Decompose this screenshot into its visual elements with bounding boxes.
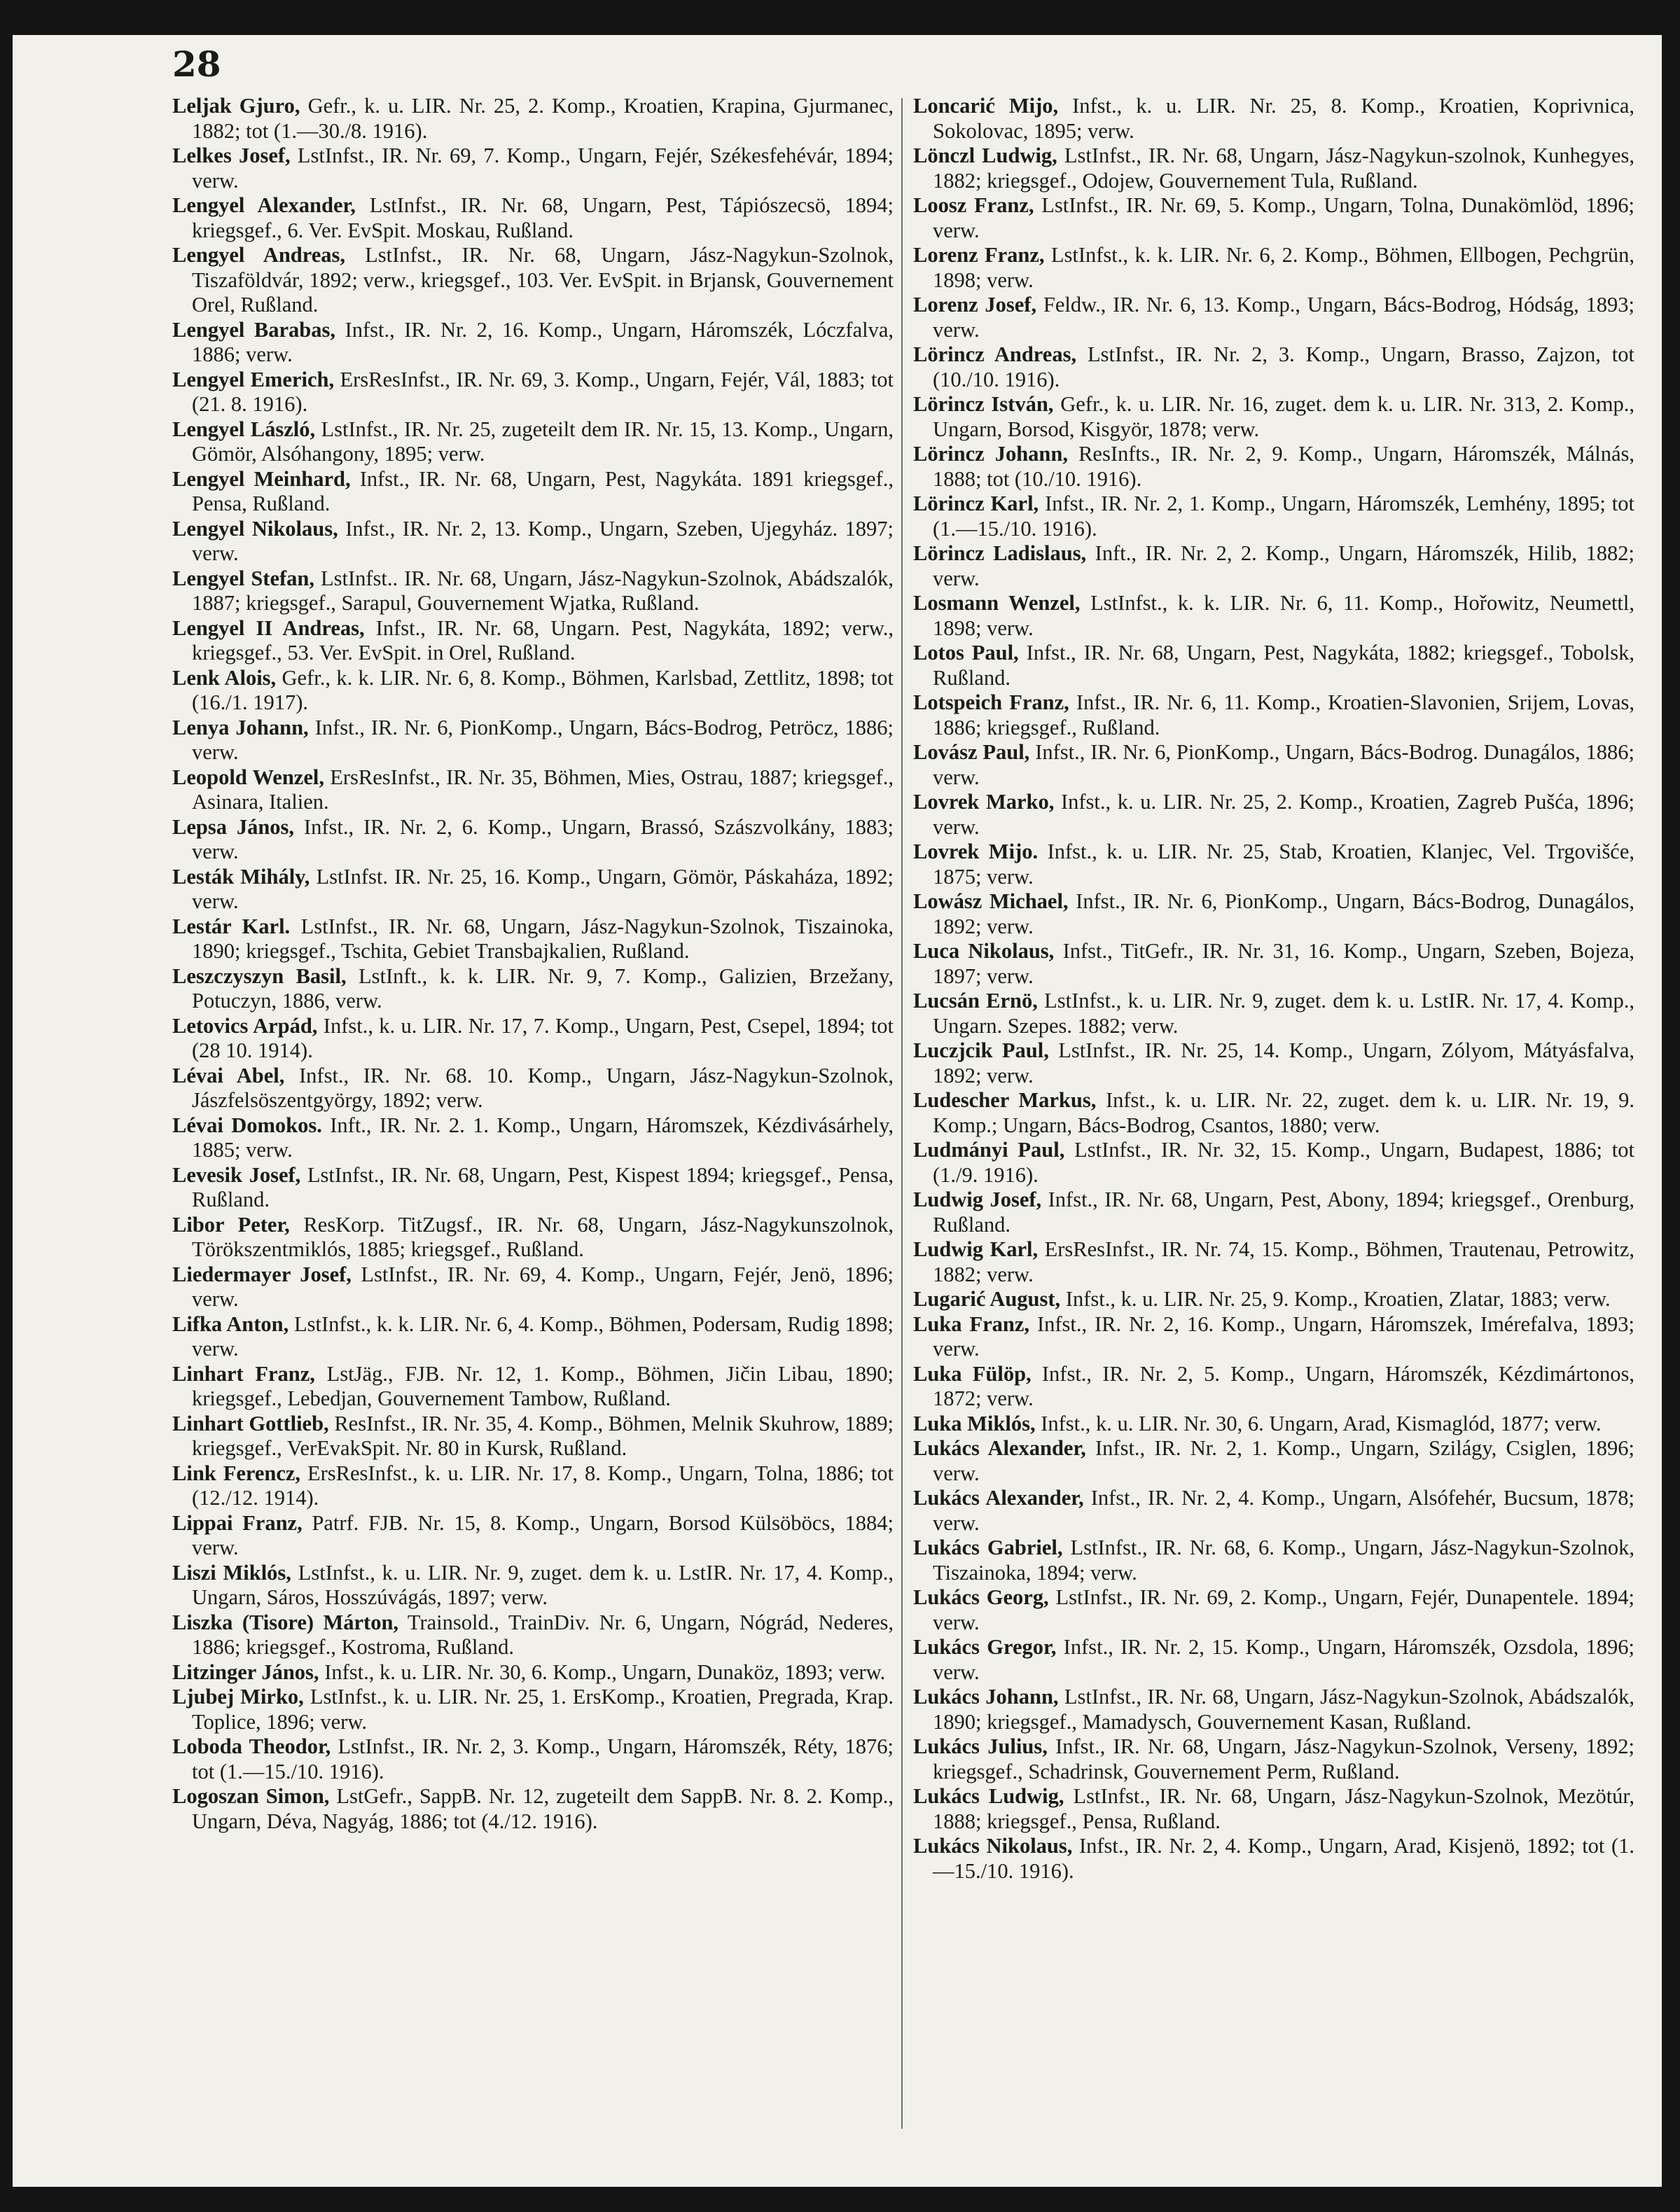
entry-details: Infst., IR. Nr. 2, 16. Komp., Ungarn, Háromszek, Imérefalva, 1893; verw. [933, 1312, 1635, 1361]
entry-details: Infst., IR. Nr. 2, 13. Komp., Ungarn, Szeben, Ujegyház. 1897; verw. [192, 516, 894, 565]
scan-border-bottom [0, 2187, 1680, 2212]
entry-details: ErsResInfst., IR. Nr. 74, 15. Komp., Böhmen, Trautenau, Petrowitz, 1882; verw. [933, 1237, 1635, 1286]
entry-name: Liszka (Tisore) Márton, [172, 1610, 399, 1634]
casualty-entry [172, 1784, 894, 1834]
entry-name: Lörincz István, [913, 392, 1054, 416]
entry-details: LstInft., k. k. LIR. Nr. 9, 7. Komp., Galizien, Brzežany, Potuczyn, 1886, verw. [192, 964, 894, 1013]
casualty-entry [913, 94, 1634, 144]
page-number: 28 [172, 43, 221, 85]
scan-border-top [0, 0, 1680, 35]
entry-details: Infst., IR. Nr. 2, 15. Komp., Ungarn, Háromszék, Ozsdola, 1896; verw. [933, 1635, 1634, 1684]
entry-details: Infst., IR. Nr. 2, 1. Komp., Ungarn, Szilágy, Csiglen, 1896; verw. [933, 1436, 1634, 1485]
entry-name: Ludmányi Paul, [913, 1138, 1065, 1162]
casualty-entry [913, 1312, 1634, 1362]
entry-name: Ludwig Karl, [913, 1237, 1039, 1261]
casualty-entry [913, 243, 1634, 293]
entry-details: Inft., IR. Nr. 2. 1. Komp., Ungarn, Háromszek, Kézdivásárhely, 1885; verw. [192, 1113, 894, 1162]
entry-name: Luca Nikolaus, [913, 939, 1055, 963]
casualty-entry [172, 1511, 894, 1561]
casualty-entry [172, 517, 894, 566]
entry-details: Infst., IR. Nr. 68, Ungarn, Jász-Nagykun-Szolnok, Verseny, 1892; kriegsgef., Schadrinsk, Gouvernement Perm, Rußland. [933, 1734, 1635, 1783]
entry-name: Luka Fülöp, [913, 1361, 1032, 1386]
entry-details: LstInfst., k. u. LIR. Nr. 9, zuget. dem k. u. LstIR. Nr. 17, 4. Komp., Ungarn. Szepes. 1882; verw. [933, 989, 1635, 1038]
casualty-entry [172, 1014, 894, 1064]
casualty-entry [913, 342, 1634, 392]
entry-name: Link Ferencz, [172, 1461, 301, 1485]
entry-details: Inft., IR. Nr. 2, 2. Komp., Ungarn, Háromszék, Hilib, 1882; verw. [933, 541, 1634, 590]
casualty-entry [913, 1734, 1634, 1784]
entry-name: Leljak Gjuro, [172, 94, 300, 118]
entry-name: Lotos Paul, [913, 641, 1019, 665]
casualty-entry [172, 1412, 894, 1461]
entry-name: Libor Peter, [172, 1212, 290, 1237]
casualty-entry [913, 144, 1634, 193]
entry-details: Infst., IR. Nr. 6, PionKomp., Ungarn, Bács-Bodrog, Petröcz, 1886; verw. [192, 715, 894, 764]
entry-name: Lenk Alois, [172, 665, 277, 690]
entry-name: Letovics Arpád, [172, 1013, 318, 1038]
entry-details: LstInfst., k. u. LIR. Nr. 9, zuget. dem k. u. LstIR. Nr. 17, 4. Komp., Ungarn, Sáros, Hosszúvágás, 1897; verw. [192, 1560, 894, 1609]
casualty-entry [172, 1734, 894, 1784]
casualty-entry [172, 318, 894, 368]
casualty-entry [172, 865, 894, 914]
entry-details: ResInfst., IR. Nr. 35, 4. Komp., Böhmen, Melnik Skuhrow, 1889; kriegsgef., VerEvakSpit. Nr. 80 in Kursk, Rußland. [192, 1411, 894, 1460]
casualty-entry [913, 1784, 1634, 1834]
entry-name: Levesik Josef, [172, 1162, 301, 1187]
entry-name: Lengyel Alexander, [172, 193, 356, 217]
entry-name: Lovrek Marko, [913, 790, 1055, 814]
entry-details: Infst., IR. Nr. 2, 1. Komp., Ungarn, Háromszék, Lemhény, 1895; tot (1.—15./10. 1916). [933, 492, 1634, 541]
entry-name: Lowász Michael, [913, 889, 1069, 913]
casualty-entry [172, 1312, 894, 1362]
entry-details: LstInfst., IR. Nr. 2, 3. Komp., Ungarn, Brasso, Zajzon, tot (10./10. 1916). [933, 342, 1634, 391]
entry-name: Liszi Miklós, [172, 1560, 291, 1585]
entry-details: Infst., IR. Nr. 68. 10. Komp., Ungarn, Jász-Nagykun-Szolnok, Jászfelsöszentgyörgy, 1892; verw. [192, 1063, 894, 1112]
casualty-entry [913, 740, 1634, 790]
entry-details: LstInfst., k. u. LIR. Nr. 25, 1. ErsKomp., Kroatien, Pregrada, Krap. Toplice, 1896; verw. [192, 1685, 894, 1734]
entry-details: Infst., IR. Nr. 6, PionKomp., Ungarn, Bács-Bodrog. Dunagálos, 1886; verw. [933, 740, 1635, 789]
entry-details: LstInfst., IR. Nr. 25, 14. Komp., Ungarn, Zólyom, Mátyásfalva, 1892; verw. [933, 1038, 1634, 1087]
entry-name: Logoszan Simon, [172, 1784, 330, 1808]
casualty-entry [913, 591, 1634, 641]
entry-details: LstInfst. IR. Nr. 25, 16. Komp., Ungarn, Gömör, Páskaháza, 1892; verw. [192, 864, 894, 913]
entry-name: Linhart Franz, [172, 1361, 315, 1386]
casualty-entry [913, 392, 1634, 442]
casualty-entry [913, 641, 1634, 690]
entry-name: Lovász Paul, [913, 740, 1030, 764]
entry-details: Infst., IR. Nr. 2, 4. Komp., Ungarn, Alsófehér, Bucsum, 1878; verw. [933, 1486, 1635, 1535]
entry-details: Infst., k. u. LIR. Nr. 25, Stab, Kroatien, Klanjec, Vel. Trgovišće, 1875; verw. [933, 840, 1635, 889]
casualty-entry [172, 144, 894, 193]
entry-details: LstInfst., IR. Nr. 2, 3. Komp., Ungarn, Háromszék, Réty, 1876; tot (1.—15./10. 1916). [192, 1734, 894, 1783]
entry-details: Infst., k. u. LIR. Nr. 22, zuget. dem k. u. LIR. Nr. 19, 9. Komp.; Ungarn, Bács-Bodrog, Csantos, 1880; verw. [933, 1088, 1634, 1137]
entry-details: Infst., IR. Nr. 2, 16. Komp., Ungarn, Háromszék, Lóczfalva, 1886; verw. [192, 317, 894, 366]
entry-details: Patrf. FJB. Nr. 15, 8. Komp., Ungarn, Borsod Külsöböcs, 1884; verw. [192, 1510, 894, 1559]
entry-details: LstInfst., IR. Nr. 69, 5. Komp., Ungarn, Tolna, Dunakömlöd, 1896; verw. [933, 193, 1634, 242]
entry-name: Lengyel Barabas, [172, 317, 335, 342]
column-divider [901, 98, 903, 2129]
casualty-entry [913, 1038, 1634, 1088]
casualty-entry [172, 1611, 894, 1660]
entry-details: Infst., k. u. LIR. Nr. 17, 7. Komp., Ungarn, Pest, Csepel, 1894; tot (28 10. 1914). [192, 1013, 894, 1062]
entry-name: Lenya Johann, [172, 715, 309, 739]
casualty-entry [172, 1163, 894, 1213]
casualty-entry [913, 889, 1634, 939]
entry-name: Lörincz Karl, [913, 492, 1039, 515]
casualty-entry [913, 1412, 1634, 1437]
casualty-entry [913, 840, 1634, 889]
entry-name: Lelkes Josef, [172, 144, 291, 167]
entry-details: LstInfst., k. k. LIR. Nr. 6, 4. Komp., Böhmen, Podersam, Rudig 1898; verw. [192, 1312, 894, 1361]
casualty-entry [172, 815, 894, 865]
entry-name: Lengyel László, [172, 417, 316, 441]
entry-details: LstGefr., SappB. Nr. 12, zugeteilt dem SappB. Nr. 8. 2. Komp., Ungarn, Déva, Nagyág, 1886; tot (4./12. 1916). [192, 1784, 894, 1833]
entry-name: Lovrek Mijo. [913, 840, 1039, 863]
casualty-entry [913, 1635, 1634, 1685]
entry-name: Loncarić Mijo, [913, 94, 1059, 118]
entry-details: Infst., k. u. LIR. Nr. 30, 6. Komp., Ungarn, Dunaköz, 1893; verw. [324, 1660, 886, 1684]
entry-name: Lugarić August, [913, 1287, 1061, 1311]
casualty-entry [913, 790, 1634, 840]
casualty-entry [913, 492, 1634, 541]
entry-name: Loosz Franz, [913, 193, 1034, 217]
entry-name: Lörincz Johann, [913, 442, 1068, 466]
entry-details: ResInfts., IR. Nr. 2, 9. Komp., Ungarn, Háromszék, Málnás, 1888; tot (10./10. 1916). [933, 442, 1635, 491]
entry-details: Infst., k. u. LIR. Nr. 25, 2. Komp., Kroatien, Zagreb Pušća, 1896; verw. [933, 790, 1634, 839]
entry-name: Lukács Alexander, [913, 1486, 1084, 1510]
entry-details: LstInfst., k. k. LIR. Nr. 6, 11. Komp., Hořowitz, Neumettl, 1898; verw. [933, 591, 1635, 640]
entry-details: Infst., IR. Nr. 6, PionKomp., Ungarn, Bács-Bodrog, Dunagálos, 1892; verw. [933, 889, 1634, 938]
casualty-entry [913, 1287, 1634, 1312]
casualty-entry [172, 467, 894, 517]
entry-name: Luczjcik Paul, [913, 1038, 1049, 1062]
casualty-entry [913, 1237, 1634, 1287]
casualty-entry [913, 1486, 1634, 1536]
casualty-entry [172, 616, 894, 666]
entry-name: Lifka Anton, [172, 1312, 289, 1336]
casualty-entry [913, 939, 1634, 989]
entry-name: Lörincz Andreas, [913, 342, 1077, 366]
casualty-entry [172, 765, 894, 815]
entry-name: Lukács Gregor, [913, 1635, 1057, 1659]
casualty-entry [913, 1138, 1634, 1188]
entry-details: Trainsold., TrainDiv. Nr. 6, Ungarn, Nógrád, Nederes, 1886; kriegsgef., Kostroma, Rußland. [192, 1610, 894, 1659]
entry-details: ErsResInfst., IR. Nr. 35, Böhmen, Mies, Ostrau, 1887; kriegsgef., Asinara, Italien. [192, 765, 894, 814]
entry-name: Lesták Mihály, [172, 864, 310, 889]
entry-details: Infst., IR. Nr. 2, 6. Komp., Ungarn, Brassó, Szászvolkány, 1883; verw. [192, 814, 894, 863]
casualty-entry [172, 1262, 894, 1312]
entry-details: LstInfst., k. k. LIR. Nr. 6, 2. Komp., Böhmen, Ellbogen, Pechgrün, 1898; verw. [933, 243, 1634, 292]
entry-details: Infst., k. u. LIR. Nr. 25, 8. Komp., Kroatien, Koprivnica, Sokolovac, 1895; verw. [933, 94, 1635, 143]
entry-details: LstInfst., IR. Nr. 69, 2. Komp., Ungarn, Fejér, Dunapentele. 1894; verw. [933, 1585, 1634, 1634]
entry-name: Lengyel II Andreas, [172, 615, 365, 640]
entry-name: Lukács Nikolaus, [913, 1834, 1073, 1858]
entry-details: Feldw., IR. Nr. 6, 13. Komp., Ungarn, Bács-Bodrog, Hódság, 1893; verw. [933, 293, 1635, 342]
entry-details: LstInfst., IR. Nr. 68, Ungarn, Jász-Nagykun-Szolnok, Mezötúr, 1888; kriegsgef., Pensa, Rußland. [933, 1784, 1634, 1833]
entry-name: Litzinger János, [172, 1660, 319, 1684]
entry-details: LstInfst., IR. Nr. 69, 4. Komp., Ungarn, Fejér, Jenö, 1896; verw. [192, 1262, 894, 1311]
entry-name: Lévai Domokos. [172, 1113, 322, 1137]
entry-name: Lörincz Ladislaus, [913, 541, 1087, 565]
entry-details: LstInfst.. IR. Nr. 68, Ungarn, Jász-Nagykun-Szolnok, Abádszalók, 1887; kriegsgef., Sarapul, Gouvernement Wjatka, Rußland. [192, 566, 894, 615]
entry-name: Luka Miklós, [913, 1411, 1036, 1435]
casualty-entry [172, 566, 894, 616]
entry-details: Gefr., k. u. LIR. Nr. 25, 2. Komp., Kroatien, Krapina, Gjurmanec, 1882; tot (1.—30./8. 1916). [192, 94, 894, 143]
entry-name: Lippai Franz, [172, 1510, 303, 1535]
entry-name: Liedermayer Josef, [172, 1262, 352, 1286]
entry-details: LstInfst., IR. Nr. 69, 7. Komp., Ungarn, Fejér, Székesfehévár, 1894; verw. [192, 144, 894, 193]
entry-details: ErsResInfst., IR. Nr. 69, 3. Komp., Ungarn, Fejér, Vál, 1883; tot (21. 8. 1916). [192, 367, 894, 416]
entry-details: ResKorp. TitZugsf., IR. Nr. 68, Ungarn, Jász-Nagykunszolnok, Törökszentmiklós, 1885; kriegsgef., Rußland. [192, 1212, 894, 1261]
entry-details: Infst., k. u. LIR. Nr. 25, 9. Komp., Kroatien, Zlatar, 1883; verw. [1065, 1287, 1611, 1311]
entry-details: Infst., IR. Nr. 68, Ungarn. Pest, Nagykáta, 1892; verw., kriegsgef., 53. Ver. EvSpit. in Orel, Rußland. [192, 615, 894, 665]
entry-details: Infst., k. u. LIR. Nr. 30, 6. Ungarn, Arad, Kismaglód, 1877; verw. [1041, 1411, 1602, 1435]
casualty-entry [172, 1685, 894, 1734]
left-column [172, 94, 894, 1834]
casualty-entry [172, 1362, 894, 1412]
entry-name: Lucsán Ernö, [913, 989, 1038, 1013]
entry-name: Losmann Wenzel, [913, 591, 1081, 615]
entry-details: Infst., IR. Nr. 6, 11. Komp., Kroatien-Slavonien, Srijem, Lovas, 1886; kriegsgef., Rußland. [933, 690, 1635, 739]
casualty-entry [172, 1213, 894, 1262]
entry-name: Lukács Georg, [913, 1585, 1049, 1609]
right-column [913, 94, 1634, 1884]
entry-details: LstInfst., IR. Nr. 68, Ungarn, Jász-Nagykun-Szolnok, Tiszainoka, 1890; kriegsgef., Tschita, Gebiet Transbajkalien, Rußland. [192, 914, 894, 963]
casualty-entry [913, 690, 1634, 740]
entry-name: Luka Franz, [913, 1312, 1029, 1336]
entry-name: Leopold Wenzel, [172, 765, 324, 789]
entry-details: LstInfst., IR. Nr. 68, Ungarn, Pest, Tápiószecsö, 1894; kriegsgef., 6. Ver. EvSpit. Moskau, Rußland. [192, 193, 894, 242]
casualty-entry [172, 94, 894, 144]
casualty-entry [913, 193, 1634, 243]
casualty-entry [913, 1436, 1634, 1486]
casualty-entry [913, 1536, 1634, 1585]
entry-details: LstInfst., IR. Nr. 25, zugeteilt dem IR. Nr. 15, 13. Komp., Ungarn, Gömör, Alsóhangony, 1895; verw. [192, 417, 894, 466]
entry-name: Lengyel Stefan, [172, 566, 314, 590]
casualty-entry [913, 442, 1634, 492]
entry-details: ErsResInfst., k. u. LIR. Nr. 17, 8. Komp., Ungarn, Tolna, 1886; tot (12./12. 1914). [192, 1461, 894, 1510]
entry-name: Lukács Ludwig, [913, 1784, 1064, 1808]
casualty-entry [172, 1561, 894, 1611]
entry-details: Infst., IR. Nr. 68, Ungarn, Pest, Abony, 1894; kriegsgef., Orenburg, Rußland. [933, 1188, 1634, 1237]
casualty-entry [172, 368, 894, 417]
entry-details: Gefr., k. k. LIR. Nr. 6, 8. Komp., Böhmen, Karlsbad, Zettlitz, 1898; tot (16./1. 1917). [192, 665, 894, 714]
entry-details: Infst., IR. Nr. 2, 4. Komp., Ungarn, Arad, Kisjenö, 1892; tot (1.—15./10. 1916). [933, 1834, 1635, 1883]
casualty-entry [913, 1585, 1634, 1635]
casualty-entry [913, 1834, 1634, 1884]
entry-name: Lestár Karl. [172, 914, 291, 938]
casualty-entry [172, 914, 894, 964]
entry-name: Lukács Julius, [913, 1734, 1048, 1758]
entry-details: LstInfst., IR. Nr. 68, Ungarn, Jász-Nagykun-Szolnok, Abádszalók, 1890; kriegsgef., Mamadysch, Gouvernement Kasan, Rußland. [933, 1685, 1634, 1734]
entry-name: Lorenz Josef, [913, 293, 1037, 317]
entry-details: Infst., IR. Nr. 68, Ungarn, Pest, Nagykáta, 1882; kriegsgef., Tobolsk, Rußland. [933, 641, 1635, 690]
casualty-entry [913, 1188, 1634, 1237]
entry-details: Infst., TitGefr., IR. Nr. 31, 16. Komp., Ungarn, Szeben, Bojeza, 1897; verw. [933, 939, 1635, 988]
casualty-entry [913, 1088, 1634, 1138]
entry-name: Loboda Theodor, [172, 1734, 331, 1758]
casualty-entry [913, 1362, 1634, 1412]
casualty-entry [172, 666, 894, 716]
entry-name: Lengyel Andreas, [172, 243, 346, 267]
casualty-entry [172, 1064, 894, 1113]
casualty-entry [913, 989, 1634, 1038]
entry-details: Infst., IR. Nr. 2, 5. Komp., Ungarn, Háromszék, Kézdimártonos, 1872; verw. [933, 1361, 1634, 1410]
scan-border-left [0, 0, 13, 2212]
entry-name: Lengyel Emerich, [172, 367, 335, 391]
casualty-entry [172, 964, 894, 1014]
entry-name: Ludescher Markus, [913, 1088, 1097, 1112]
casualty-entry [913, 541, 1634, 591]
scan-border-right [1662, 0, 1680, 2212]
casualty-entry [172, 193, 894, 243]
casualty-entry [172, 716, 894, 765]
casualty-entry [913, 1685, 1634, 1734]
entry-name: Ljubej Mirko, [172, 1685, 304, 1709]
casualty-entry [172, 1113, 894, 1163]
entry-name: Lukács Gabriel, [913, 1536, 1063, 1559]
casualty-entry [172, 1461, 894, 1511]
casualty-entry [913, 293, 1634, 342]
entry-name: Lepsa János, [172, 814, 295, 839]
entry-name: Ludwig Josef, [913, 1188, 1042, 1211]
entry-name: Lukács Johann, [913, 1685, 1059, 1709]
entry-name: Leszczyszyn Basil, [172, 964, 347, 988]
entry-details: LstInfst., IR. Nr. 32, 15. Komp., Ungarn, Budapest, 1886; tot (1./9. 1916). [933, 1138, 1634, 1187]
casualty-entry [172, 1660, 894, 1685]
entry-name: Lorenz Franz, [913, 243, 1045, 267]
entry-details: Gefr., k. u. LIR. Nr. 16, zuget. dem k. u. LIR. Nr. 313, 2. Komp., Ungarn, Borsod, Kisgyör, 1878; verw. [933, 392, 1635, 441]
entry-name: Linhart Gottlieb, [172, 1411, 329, 1435]
entry-details: LstJäg., FJB. Nr. 12, 1. Komp., Böhmen, Jičin Libau, 1890; kriegsgef., Lebedjan, Gouvernement Tambow, Rußland. [192, 1361, 894, 1410]
entry-details: LstInfst., IR. Nr. 68, Ungarn, Jász-Nagykun-szolnok, Kunhegyes, 1882; kriegsgef., Odojew, Gouvernement Tula, Rußland. [933, 144, 1634, 193]
entry-details: LstInfst., IR. Nr. 68, Ungarn, Jász-Nagykun-Szolnok, Tiszaföldvár, 1892; verw., kriegsgef., 103. Ver. EvSpit. in Brjansk, Gouvernement Orel, Rußland. [192, 243, 894, 317]
entry-name: Lönczl Ludwig, [913, 144, 1057, 167]
entry-name: Lengyel Nikolaus, [172, 516, 338, 541]
entry-name: Lotspeich Franz, [913, 690, 1069, 714]
entry-details: LstInfst., IR. Nr. 68, 6. Komp., Ungarn, Jász-Nagykun-Szolnok, Tiszainoka, 1894; verw. [933, 1536, 1635, 1585]
entry-details: LstInfst., IR. Nr. 68, Ungarn, Pest, Kispest 1894; kriegsgef., Pensa, Rußland. [192, 1162, 894, 1211]
entry-name: Lengyel Meinhard, [172, 466, 351, 491]
casualty-entry [172, 417, 894, 467]
entry-name: Lukács Alexander, [913, 1436, 1086, 1460]
entry-name: Lévai Abel, [172, 1063, 285, 1087]
entry-details: Infst., IR. Nr. 68, Ungarn, Pest, Nagykáta. 1891 kriegsgef., Pensa, Rußland. [192, 466, 894, 515]
casualty-entry [172, 243, 894, 318]
